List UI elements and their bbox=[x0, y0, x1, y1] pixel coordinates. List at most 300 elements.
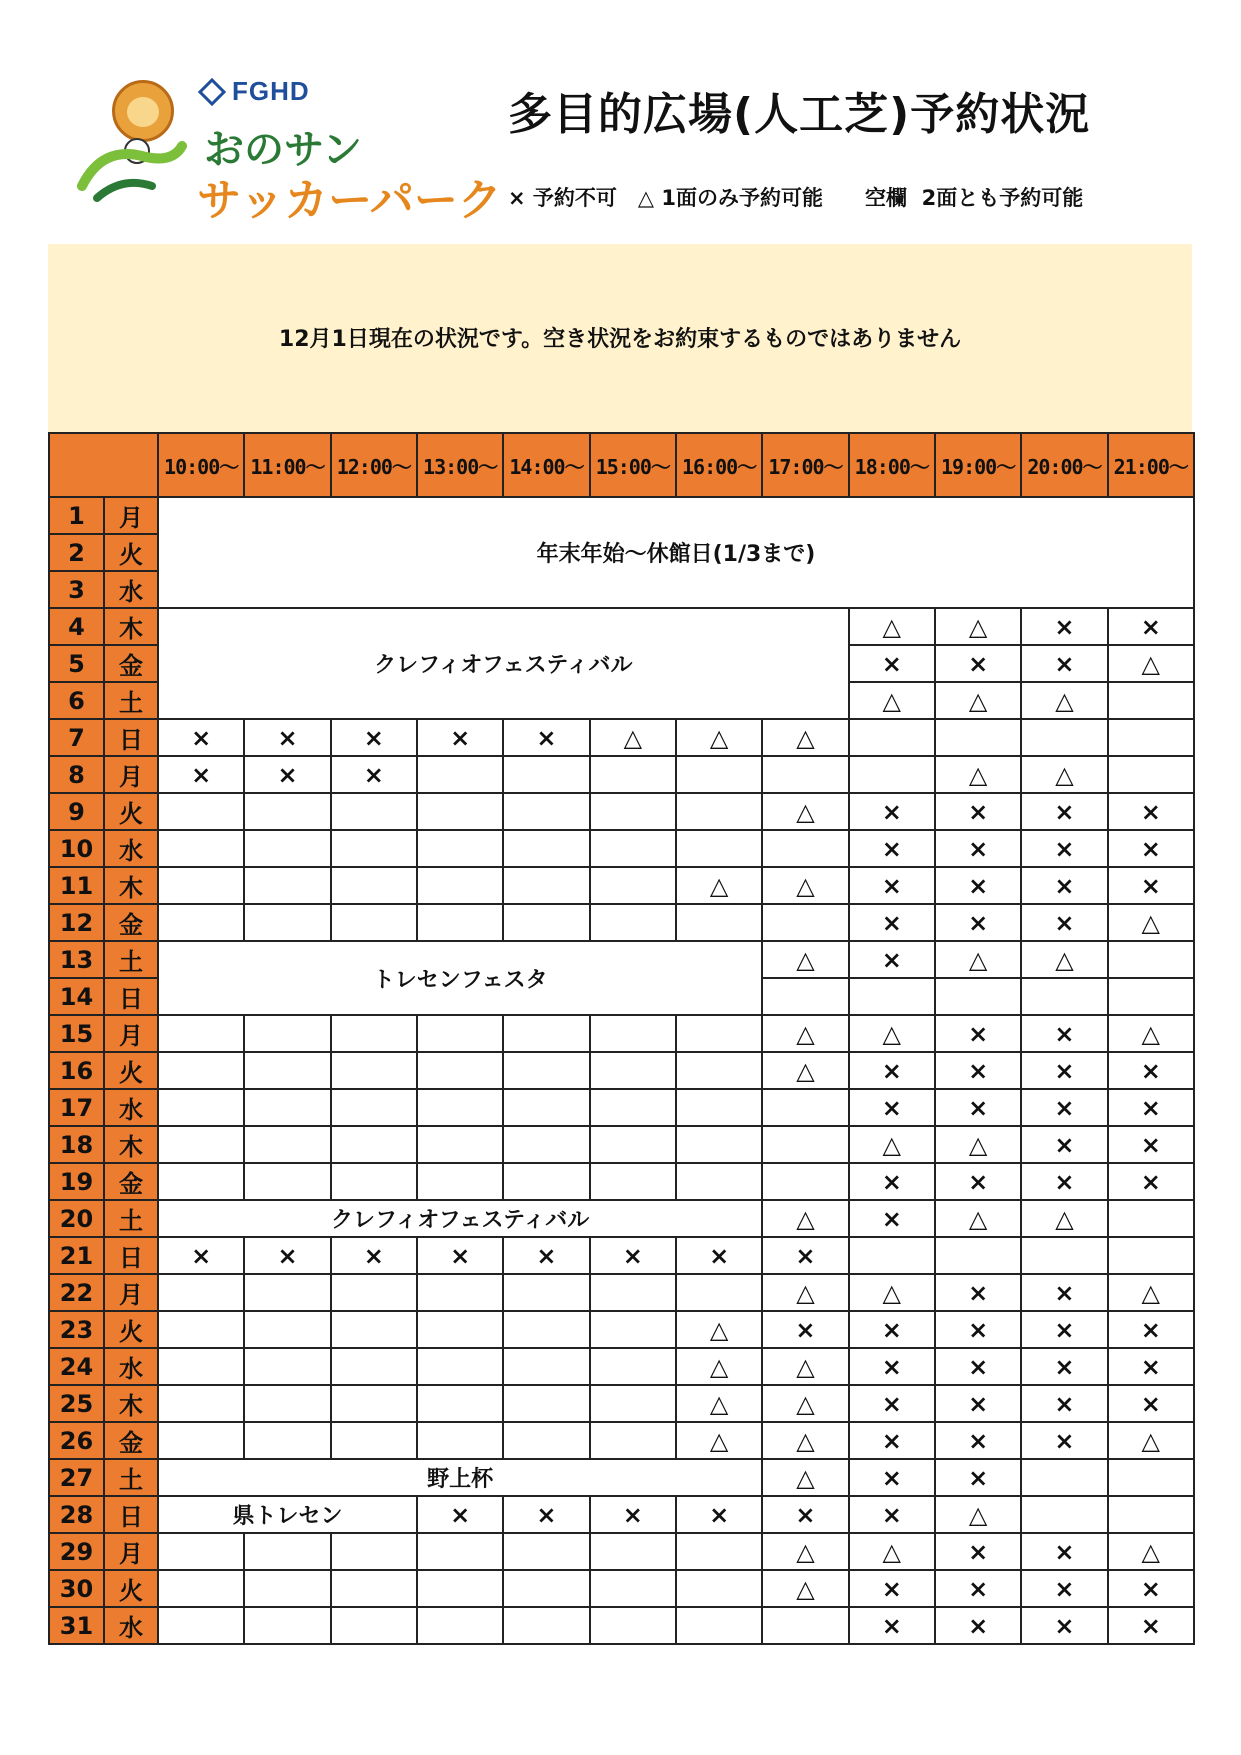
slot-cell bbox=[590, 1570, 676, 1607]
slot-cell: × bbox=[849, 1385, 935, 1422]
slot-cell: △ bbox=[762, 1459, 848, 1496]
day-cell: 15 bbox=[49, 1015, 104, 1052]
table-row bbox=[49, 719, 1194, 756]
slot-cell: × bbox=[1021, 1570, 1107, 1607]
slot-cell: △ bbox=[1108, 1015, 1194, 1052]
day-cell: 18 bbox=[49, 1126, 104, 1163]
weekday-cell: 月 bbox=[104, 1015, 158, 1052]
time-header: 17:00～ bbox=[762, 433, 848, 497]
slot-cell bbox=[762, 756, 848, 793]
slot-cell: △ bbox=[1021, 756, 1107, 793]
event-cell: クレフィオフェスティバル bbox=[158, 608, 849, 719]
slot-cell: △ bbox=[762, 1348, 848, 1385]
slot-cell: × bbox=[935, 1015, 1021, 1052]
table-row bbox=[49, 904, 1194, 941]
day-cell: 24 bbox=[49, 1348, 104, 1385]
slot-cell bbox=[935, 978, 1021, 1015]
table-row bbox=[49, 793, 1194, 830]
slot-cell bbox=[417, 1348, 503, 1385]
slot-cell bbox=[1021, 1496, 1107, 1533]
time-header: 19:00～ bbox=[935, 433, 1021, 497]
slot-cell: × bbox=[676, 1496, 762, 1533]
slot-cell bbox=[244, 1533, 330, 1570]
slot-cell bbox=[331, 1163, 417, 1200]
day-cell: 28 bbox=[49, 1496, 104, 1533]
slot-cell bbox=[244, 1607, 330, 1644]
slot-cell: × bbox=[244, 756, 330, 793]
slot-cell: × bbox=[1021, 1607, 1107, 1644]
slot-cell: △ bbox=[762, 867, 848, 904]
slot-cell: × bbox=[849, 1496, 935, 1533]
slot-cell bbox=[417, 1385, 503, 1422]
slot-cell bbox=[1108, 1496, 1194, 1533]
table-row bbox=[49, 1052, 1194, 1089]
slot-cell bbox=[503, 904, 589, 941]
lion-mascot-icon bbox=[112, 80, 174, 142]
slot-cell: △ bbox=[676, 1422, 762, 1459]
slot-cell bbox=[244, 1089, 330, 1126]
day-cell: 1 bbox=[49, 497, 104, 534]
day-cell: 30 bbox=[49, 1570, 104, 1607]
slot-cell bbox=[417, 1015, 503, 1052]
slot-cell bbox=[244, 1163, 330, 1200]
slot-cell bbox=[417, 793, 503, 830]
slot-cell bbox=[331, 1311, 417, 1348]
slot-cell: × bbox=[1021, 1348, 1107, 1385]
slot-cell: △ bbox=[849, 1274, 935, 1311]
day-cell: 27 bbox=[49, 1459, 104, 1496]
table-row bbox=[49, 941, 1194, 978]
time-header: 20:00～ bbox=[1021, 433, 1107, 497]
slot-cell: △ bbox=[762, 1422, 848, 1459]
slot-cell: × bbox=[1108, 1385, 1194, 1422]
slot-cell: × bbox=[935, 867, 1021, 904]
logo-fghd: FGHD bbox=[202, 76, 310, 107]
slot-cell: × bbox=[1021, 1311, 1107, 1348]
slot-cell: △ bbox=[676, 1311, 762, 1348]
weekday-cell: 木 bbox=[104, 867, 158, 904]
slot-cell: × bbox=[158, 1237, 244, 1274]
day-cell: 13 bbox=[49, 941, 104, 978]
slot-cell: × bbox=[1021, 867, 1107, 904]
slot-cell bbox=[158, 1570, 244, 1607]
slot-cell bbox=[244, 1422, 330, 1459]
slot-cell: × bbox=[1021, 1533, 1107, 1570]
slot-cell bbox=[244, 1274, 330, 1311]
table-row bbox=[49, 1496, 1194, 1533]
slot-cell: × bbox=[244, 1237, 330, 1274]
slot-cell: △ bbox=[762, 941, 848, 978]
slot-cell bbox=[417, 1089, 503, 1126]
slot-cell: × bbox=[590, 1496, 676, 1533]
weekday-cell: 土 bbox=[104, 941, 158, 978]
slot-cell: △ bbox=[849, 682, 935, 719]
weekday-cell: 土 bbox=[104, 1459, 158, 1496]
slot-cell bbox=[590, 1052, 676, 1089]
slot-cell: × bbox=[1108, 1052, 1194, 1089]
slot-cell: △ bbox=[590, 719, 676, 756]
slot-cell: × bbox=[417, 1237, 503, 1274]
fghd-mark-icon bbox=[198, 78, 226, 106]
slot-cell bbox=[503, 867, 589, 904]
table-row bbox=[49, 830, 1194, 867]
slot-cell: × bbox=[935, 1422, 1021, 1459]
slot-cell: △ bbox=[935, 1496, 1021, 1533]
day-cell: 11 bbox=[49, 867, 104, 904]
slot-cell bbox=[590, 1163, 676, 1200]
slot-cell bbox=[676, 1607, 762, 1644]
logo bbox=[72, 72, 512, 226]
slot-cell bbox=[417, 904, 503, 941]
slot-cell bbox=[676, 1533, 762, 1570]
slot-cell: △ bbox=[1108, 1274, 1194, 1311]
slot-cell: △ bbox=[935, 682, 1021, 719]
slot-cell: × bbox=[1021, 904, 1107, 941]
slot-cell: × bbox=[1108, 1348, 1194, 1385]
reservation-body bbox=[49, 497, 1194, 1644]
slot-cell: × bbox=[1021, 608, 1107, 645]
slot-cell: △ bbox=[935, 1200, 1021, 1237]
slot-cell bbox=[762, 904, 848, 941]
slot-cell bbox=[331, 830, 417, 867]
slot-cell bbox=[676, 830, 762, 867]
slot-cell: × bbox=[1021, 1274, 1107, 1311]
slot-cell: × bbox=[676, 1237, 762, 1274]
table-row bbox=[49, 1570, 1194, 1607]
slot-cell: × bbox=[1108, 1163, 1194, 1200]
slot-cell bbox=[331, 1607, 417, 1644]
weekday-cell: 金 bbox=[104, 645, 158, 682]
slot-cell bbox=[1108, 682, 1194, 719]
slot-cell bbox=[1108, 1237, 1194, 1274]
slot-cell bbox=[590, 1126, 676, 1163]
slot-cell: △ bbox=[762, 793, 848, 830]
table-row bbox=[49, 1200, 1194, 1237]
weekday-cell: 木 bbox=[104, 1126, 158, 1163]
slot-cell bbox=[503, 1422, 589, 1459]
time-header: 18:00～ bbox=[849, 433, 935, 497]
day-cell: 3 bbox=[49, 571, 104, 608]
slot-cell bbox=[1021, 1237, 1107, 1274]
slot-cell bbox=[503, 1052, 589, 1089]
slot-cell: × bbox=[762, 1311, 848, 1348]
weekday-cell: 金 bbox=[104, 1163, 158, 1200]
day-cell: 22 bbox=[49, 1274, 104, 1311]
weekday-cell: 水 bbox=[104, 830, 158, 867]
slot-cell bbox=[676, 1089, 762, 1126]
slot-cell: × bbox=[1021, 645, 1107, 682]
slot-cell: × bbox=[935, 1052, 1021, 1089]
slot-cell bbox=[590, 1422, 676, 1459]
slot-cell: × bbox=[1021, 1015, 1107, 1052]
slot-cell bbox=[158, 867, 244, 904]
slot-cell bbox=[590, 867, 676, 904]
slot-cell bbox=[158, 1126, 244, 1163]
weekday-cell: 土 bbox=[104, 682, 158, 719]
slot-cell bbox=[849, 978, 935, 1015]
slot-cell bbox=[331, 904, 417, 941]
day-cell: 20 bbox=[49, 1200, 104, 1237]
slot-cell: × bbox=[762, 1496, 848, 1533]
event-cell: クレフィオフェスティバル bbox=[158, 1200, 762, 1237]
slot-cell: × bbox=[503, 719, 589, 756]
slot-cell: × bbox=[935, 1163, 1021, 1200]
slot-cell bbox=[590, 904, 676, 941]
weekday-cell: 木 bbox=[104, 608, 158, 645]
slot-cell: × bbox=[244, 719, 330, 756]
slot-cell: × bbox=[935, 1311, 1021, 1348]
slot-cell: × bbox=[935, 1533, 1021, 1570]
day-cell: 2 bbox=[49, 534, 104, 571]
slot-cell bbox=[503, 756, 589, 793]
slot-cell bbox=[676, 1126, 762, 1163]
time-header: 15:00～ bbox=[590, 433, 676, 497]
slot-cell: △ bbox=[676, 719, 762, 756]
slot-cell: × bbox=[590, 1237, 676, 1274]
slot-cell bbox=[935, 1237, 1021, 1274]
slot-cell: × bbox=[1108, 1089, 1194, 1126]
slot-cell bbox=[1108, 941, 1194, 978]
slot-cell bbox=[762, 1607, 848, 1644]
slot-cell bbox=[417, 1422, 503, 1459]
weekday-cell: 木 bbox=[104, 1385, 158, 1422]
slot-cell bbox=[1108, 719, 1194, 756]
day-cell: 26 bbox=[49, 1422, 104, 1459]
slot-cell bbox=[590, 1015, 676, 1052]
slot-cell: △ bbox=[762, 1274, 848, 1311]
slot-cell: × bbox=[849, 1052, 935, 1089]
slot-cell bbox=[503, 1348, 589, 1385]
slot-cell bbox=[331, 793, 417, 830]
slot-cell: △ bbox=[935, 756, 1021, 793]
day-cell: 14 bbox=[49, 978, 104, 1015]
slot-cell bbox=[590, 793, 676, 830]
slot-cell bbox=[417, 1570, 503, 1607]
corner-cell bbox=[49, 433, 158, 497]
slot-cell bbox=[762, 1163, 848, 1200]
day-cell: 23 bbox=[49, 1311, 104, 1348]
slot-cell bbox=[590, 756, 676, 793]
slot-cell bbox=[244, 1570, 330, 1607]
slot-cell bbox=[158, 904, 244, 941]
slot-cell bbox=[244, 1126, 330, 1163]
slot-cell bbox=[503, 1126, 589, 1163]
slot-cell: × bbox=[849, 1200, 935, 1237]
day-cell: 5 bbox=[49, 645, 104, 682]
day-cell: 9 bbox=[49, 793, 104, 830]
slot-cell bbox=[503, 1274, 589, 1311]
weekday-cell: 火 bbox=[104, 793, 158, 830]
slot-cell: × bbox=[849, 793, 935, 830]
slot-cell: × bbox=[849, 941, 935, 978]
slot-cell: △ bbox=[1108, 1533, 1194, 1570]
slot-cell: × bbox=[935, 1274, 1021, 1311]
slot-cell bbox=[503, 1163, 589, 1200]
notice-text: 12月1日現在の状況です。空き状況をお約束するものではありません bbox=[278, 327, 962, 352]
day-cell: 21 bbox=[49, 1237, 104, 1274]
slot-cell bbox=[331, 1015, 417, 1052]
slot-cell: × bbox=[935, 1459, 1021, 1496]
day-cell: 8 bbox=[49, 756, 104, 793]
day-cell: 16 bbox=[49, 1052, 104, 1089]
slot-cell: × bbox=[1021, 1089, 1107, 1126]
slot-cell bbox=[158, 830, 244, 867]
slot-cell bbox=[417, 867, 503, 904]
weekday-cell: 土 bbox=[104, 1200, 158, 1237]
slot-cell: × bbox=[158, 756, 244, 793]
slot-cell bbox=[590, 1533, 676, 1570]
weekday-cell: 月 bbox=[104, 756, 158, 793]
slot-cell bbox=[1021, 719, 1107, 756]
weekday-cell: 金 bbox=[104, 1422, 158, 1459]
slot-cell: × bbox=[849, 1422, 935, 1459]
slot-cell bbox=[158, 1274, 244, 1311]
slot-cell: × bbox=[1108, 867, 1194, 904]
slot-cell: × bbox=[1108, 1126, 1194, 1163]
slot-cell: △ bbox=[849, 1533, 935, 1570]
table-row bbox=[49, 1459, 1194, 1496]
slot-cell: △ bbox=[1021, 1200, 1107, 1237]
slot-cell: × bbox=[935, 1089, 1021, 1126]
notice-banner bbox=[48, 244, 1192, 432]
weekday-cell: 水 bbox=[104, 1089, 158, 1126]
slot-cell bbox=[503, 1607, 589, 1644]
slot-cell bbox=[417, 1607, 503, 1644]
slot-cell bbox=[590, 1385, 676, 1422]
slot-cell: × bbox=[935, 1385, 1021, 1422]
day-cell: 19 bbox=[49, 1163, 104, 1200]
day-cell: 4 bbox=[49, 608, 104, 645]
slot-cell: × bbox=[935, 1348, 1021, 1385]
slot-cell bbox=[417, 1533, 503, 1570]
slot-cell bbox=[590, 1089, 676, 1126]
slot-cell bbox=[935, 719, 1021, 756]
slot-cell bbox=[676, 793, 762, 830]
table-row bbox=[49, 1274, 1194, 1311]
slot-cell: × bbox=[1108, 1570, 1194, 1607]
slot-cell bbox=[331, 1089, 417, 1126]
slot-cell: △ bbox=[762, 1533, 848, 1570]
slot-cell: × bbox=[849, 1607, 935, 1644]
slot-cell: △ bbox=[849, 1126, 935, 1163]
slot-cell bbox=[849, 719, 935, 756]
slot-cell bbox=[331, 867, 417, 904]
slot-cell bbox=[417, 1311, 503, 1348]
slot-cell bbox=[676, 1015, 762, 1052]
slot-cell bbox=[849, 1237, 935, 1274]
slot-cell: × bbox=[1021, 830, 1107, 867]
slot-cell: × bbox=[849, 830, 935, 867]
slot-cell: △ bbox=[1021, 682, 1107, 719]
slot-cell: × bbox=[417, 1496, 503, 1533]
slot-cell: △ bbox=[935, 941, 1021, 978]
slot-cell bbox=[503, 1311, 589, 1348]
slot-cell bbox=[158, 1015, 244, 1052]
event-cell: トレセンフェスタ bbox=[158, 941, 762, 1015]
slot-cell bbox=[503, 830, 589, 867]
slot-cell bbox=[158, 1052, 244, 1089]
weekday-cell: 水 bbox=[104, 1348, 158, 1385]
event-cell: 年末年始～休館日(1/3まで) bbox=[158, 497, 1194, 608]
slot-cell bbox=[331, 1052, 417, 1089]
slot-cell: × bbox=[849, 867, 935, 904]
slot-cell bbox=[762, 1089, 848, 1126]
weekday-cell: 火 bbox=[104, 1570, 158, 1607]
slot-cell: × bbox=[935, 1607, 1021, 1644]
weekday-cell: 火 bbox=[104, 1311, 158, 1348]
slot-cell bbox=[158, 793, 244, 830]
slot-cell: △ bbox=[762, 1200, 848, 1237]
slot-cell bbox=[503, 1015, 589, 1052]
day-cell: 25 bbox=[49, 1385, 104, 1422]
slot-cell bbox=[417, 1274, 503, 1311]
weekday-cell: 金 bbox=[104, 904, 158, 941]
weekday-cell: 火 bbox=[104, 1052, 158, 1089]
slot-cell bbox=[158, 1163, 244, 1200]
slot-cell bbox=[331, 1533, 417, 1570]
weekday-cell: 月 bbox=[104, 497, 158, 534]
slot-cell: × bbox=[935, 830, 1021, 867]
slot-cell: × bbox=[158, 719, 244, 756]
slot-cell: △ bbox=[935, 608, 1021, 645]
slot-cell bbox=[244, 1348, 330, 1385]
table-row bbox=[49, 1311, 1194, 1348]
weekday-cell: 水 bbox=[104, 1607, 158, 1644]
slot-cell: △ bbox=[762, 1052, 848, 1089]
slot-cell bbox=[503, 1533, 589, 1570]
slot-cell bbox=[158, 1311, 244, 1348]
slot-cell bbox=[244, 867, 330, 904]
time-header: 14:00～ bbox=[503, 433, 589, 497]
slot-cell bbox=[676, 1570, 762, 1607]
table-row bbox=[49, 1237, 1194, 1274]
slot-cell bbox=[331, 1348, 417, 1385]
slot-cell bbox=[590, 1311, 676, 1348]
slot-cell bbox=[503, 1089, 589, 1126]
table-row bbox=[49, 608, 1194, 645]
slot-cell: × bbox=[849, 645, 935, 682]
slot-cell bbox=[158, 1089, 244, 1126]
weekday-cell: 火 bbox=[104, 534, 158, 571]
slot-cell bbox=[762, 830, 848, 867]
slot-cell bbox=[417, 756, 503, 793]
day-cell: 29 bbox=[49, 1533, 104, 1570]
slot-cell: × bbox=[935, 645, 1021, 682]
day-cell: 12 bbox=[49, 904, 104, 941]
slot-cell: △ bbox=[762, 1570, 848, 1607]
weekday-cell: 日 bbox=[104, 978, 158, 1015]
slot-cell bbox=[417, 830, 503, 867]
slot-cell bbox=[676, 1052, 762, 1089]
slot-cell bbox=[590, 1274, 676, 1311]
slot-cell bbox=[1108, 756, 1194, 793]
slot-cell bbox=[503, 1570, 589, 1607]
time-header: 16:00～ bbox=[676, 433, 762, 497]
slot-cell: × bbox=[849, 1570, 935, 1607]
slot-cell: × bbox=[849, 904, 935, 941]
slot-cell: △ bbox=[762, 1015, 848, 1052]
table-row bbox=[49, 1089, 1194, 1126]
swirl-logo-icon bbox=[72, 136, 192, 206]
slot-cell: × bbox=[849, 1348, 935, 1385]
slot-cell: × bbox=[1021, 1126, 1107, 1163]
slot-cell bbox=[331, 1422, 417, 1459]
slot-cell: × bbox=[935, 793, 1021, 830]
slot-cell bbox=[331, 1570, 417, 1607]
slot-cell bbox=[1021, 1459, 1107, 1496]
table-row bbox=[49, 1533, 1194, 1570]
slot-cell bbox=[762, 978, 848, 1015]
